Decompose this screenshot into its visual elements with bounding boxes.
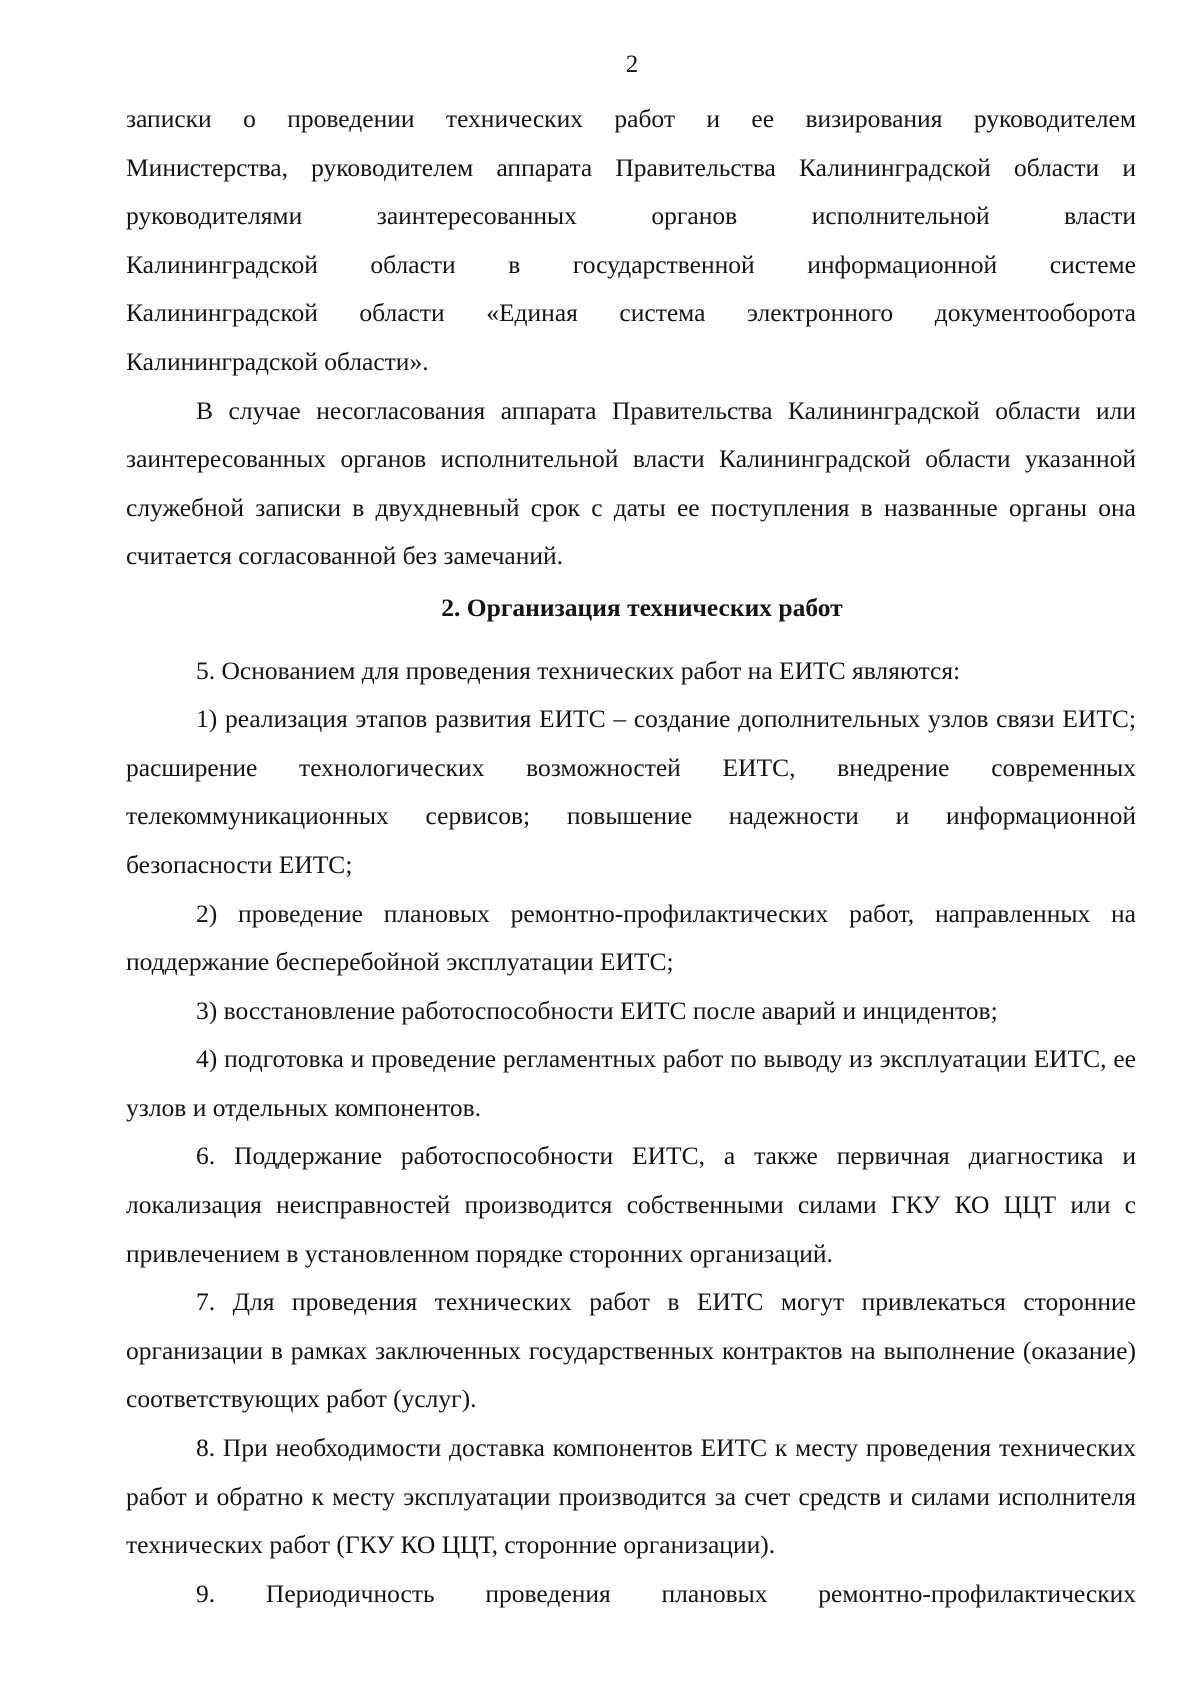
list-item-5-2: 2) проведение плановых ремонтно-профилактических работ, направленных на поддержание бесперебойной эксплуатации ЕИТС; <box>126 898 1136 977</box>
list-item-5-3: 3) восстановление работоспособности ЕИТС после аварий и инцидентов; <box>196 995 998 1025</box>
paragraph-disagreement: В случае несогласования аппарата Правительства Калининградской области или заинтересованных органов исполнительной власти Калининградской области указанной служебной записки в двухдневный срок с даты ее поступления в названные органы она считается согласованной без замечаний. <box>126 395 1136 571</box>
paragraph-line: Калининградской области». <box>126 346 429 376</box>
list-item-5: 5. Основанием для проведения технических работ на ЕИТС являются: <box>196 655 961 685</box>
paragraph-line: Министерства, руководителем аппарата Правительства Калининградской области и <box>126 152 1136 182</box>
page-number: 2 <box>625 51 639 78</box>
document-body <box>126 95 1136 1618</box>
paragraph-continuation <box>126 95 1136 387</box>
section-heading: 2. Организация технических работ <box>441 592 843 622</box>
list-item-8: 8. При необходимости доставка компонентов ЕИТС к месту проведения технических работ и обратно к месту эксплуатации производится за счет средств и силами исполнителя технических работ (ГКУ КО ЦЦТ, сторонние организации). <box>126 1433 1136 1560</box>
paragraph-line: Калининградской области в государственной информационной системе <box>126 249 1136 279</box>
list-item-9: 9. Периодичность проведения плановых ремонтно-профилактических <box>196 1578 1136 1608</box>
paragraph-line: записки о проведении технических работ и ее визирования руководителем <box>126 104 1136 133</box>
list-item-5-4: 4) подготовка и проведение регламентных работ по выводу из эксплуатации ЕИТС, ее узлов и отдельных компонентов. <box>126 1044 1136 1122</box>
paragraph-line: Калининградской области «Единая система электронного документооборота <box>126 298 1136 328</box>
list-item-5-1: 1) реализация этапов развития ЕИТС – создание дополнительных узлов связи ЕИТС; расширение технологических возможностей ЕИТС, внедрение современных телекоммуникационных сервисов; повышение надежности и информационной безопасности ЕИТС; <box>126 704 1136 879</box>
list-item-7: 7. Для проведения технических работ в ЕИТС могут привлекаться сторонние организации в рамках заключенных государственных контрактов на выполнение (оказание) соответствующих работ (услуг). <box>126 1287 1136 1414</box>
paragraph-line: руководителями заинтересованных органов исполнительной власти <box>126 201 1136 231</box>
list-item-6: 6. Поддержание работоспособности ЕИТС, а также первичная диагностика и локализация неисправностей производится собственными силами ГКУ КО ЦЦТ или с привлечением в установленном порядке сторонних организаций. <box>126 1141 1136 1268</box>
